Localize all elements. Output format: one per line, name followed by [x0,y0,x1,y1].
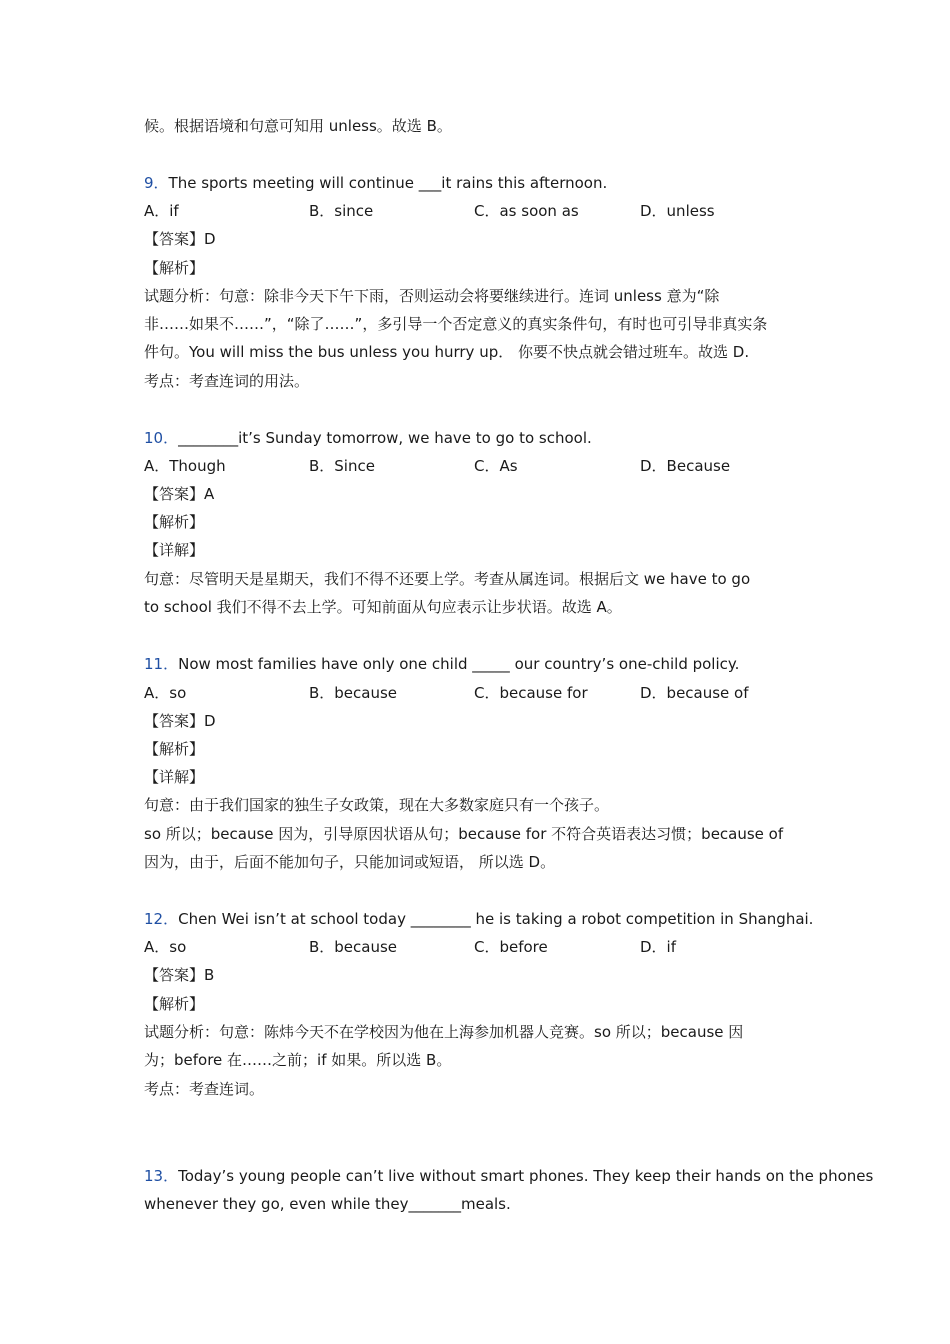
question-9 [144,173,607,193]
q11-option-c: C．because for [474,684,588,702]
q11-detail-line: 句意：由于我们国家的独生子女政策，现在大多数家庭只有一个孩子。 [144,796,610,814]
question-number: 10． [144,429,179,447]
q9-option-d: D．unless [640,202,715,220]
q12-analysis-line: 为；before 在……之前；if 如果。所以选 B。 [144,1051,452,1069]
q10-detail-label: 【详解】 [144,541,205,559]
q12-option-d: D．if [640,938,676,956]
question-10 [144,428,592,448]
q9-analysis-label: 【解析】 [144,259,205,277]
question-number: 9． [144,174,169,192]
q10-option-b: B．Since [309,457,375,475]
question-12 [144,909,813,929]
question-number: 11． [144,655,179,673]
q9-answer: 【答案】D [144,230,216,248]
question-number: 12． [144,910,179,928]
question-13 [144,1166,873,1186]
q11-analysis-label: 【解析】 [144,740,205,758]
q12-analysis-line: 试题分析：句意：陈炜今天不在学校因为他在上海参加机器人竞赛。so 所以；because 因 [144,1023,744,1041]
q12-analysis-label: 【解析】 [144,995,205,1013]
q11-option-b: B．because [309,684,398,702]
q10-option-a: A．Though [144,457,226,475]
q11-option-a: A．so [144,684,187,702]
q11-option-d: D．because of [640,684,749,702]
q12-option-a: A．so [144,938,187,956]
question-text: Chen Wei isn’t at school today ________ he is taking a robot competition in Shanghai. [178,910,814,928]
q12-answer: 【答案】B [144,966,215,984]
q9-analysis-line: 考点：考查连词的用法。 [144,372,310,390]
q10-option-d: D．Because [640,457,731,475]
q10-detail-line: 句意：尽管明天是星期天，我们不得不还要上学。考查从属连词。根据后文 we have to go [144,570,751,588]
q11-detail-line: so 所以；because 因为，引导原因状语从句；because for 不符合英语表达习惯；because of [144,825,784,843]
q9-option-c: C．as soon as [474,202,579,220]
question-11 [144,654,739,674]
q11-answer: 【答案】D [144,712,216,730]
q12-option-b: B．because [309,938,398,956]
q9-option-a: A．if [144,202,179,220]
question-text: Today’s young people can’t live without smart phones. They keep their hands on the phones [178,1167,874,1185]
q9-analysis-line: 试题分析：句意：除非今天下午下雨，否则运动会将要继续进行。连词 unless 意为“除 [144,287,720,305]
q12-option-c: C．before [474,938,548,956]
question-13-continuation: whenever they go, even while they_______meals. [144,1195,511,1213]
question-text: The sports meeting will continue ___it rains this afternoon. [168,174,608,192]
q9-option-b: B．since [309,202,374,220]
q10-option-c: C．As [474,457,518,475]
q10-answer: 【答案】A [144,485,215,503]
question-number: 13． [144,1167,179,1185]
q9-analysis-line: 件句。You will miss the bus unless you hurry up． 你要不快点就会错过班车。故选 D. [144,343,750,361]
question-text: Now most families have only one child _____ our country’s one-child policy. [178,655,740,673]
question-text: ________it’s Sunday tomorrow, we have to go to school. [178,429,592,447]
q9-analysis-line: 非……如果不……”，“除了……”，多引导一个否定意义的真实条件句，有时也可引导非真实条 [144,315,768,333]
q11-detail-label: 【详解】 [144,768,205,786]
q11-detail-line: 因为，由于，后面不能加句子，只能加词或短语， 所以选 D。 [144,853,556,871]
q10-detail-line: to school 我们不得不去上学。可知前面从句应表示让步状语。故选 A。 [144,598,622,616]
q12-analysis-line: 考点：考查连词。 [144,1080,265,1098]
q10-analysis-label: 【解析】 [144,513,205,531]
continuation-text: 候。根据语境和句意可知用 unless。故选 B。 [144,117,452,135]
